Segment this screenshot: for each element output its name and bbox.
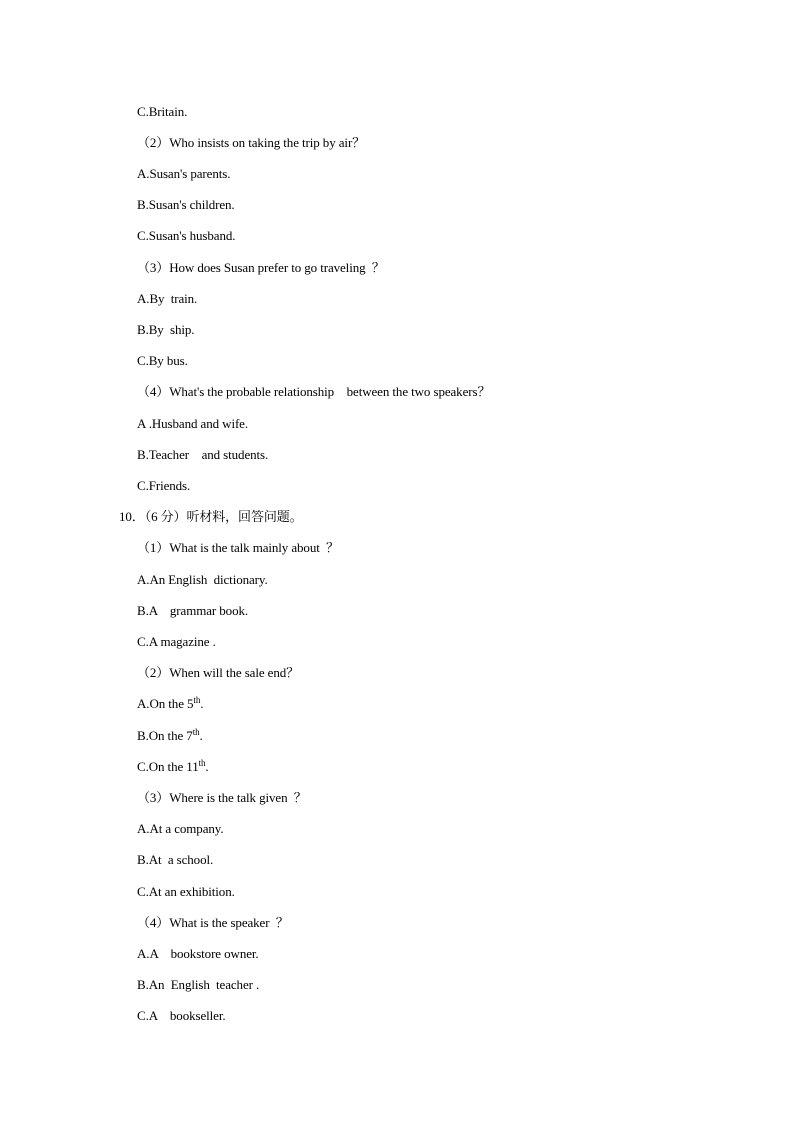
q10-sub3-option-b: B.At a school. <box>137 852 214 867</box>
q10-sub1-option-c: C.A magazine . <box>137 634 216 649</box>
prev-sub3-option-b: B.By ship. <box>137 322 195 337</box>
q10-sub3-option-c: C.At an exhibition. <box>137 884 235 899</box>
question-10-header: 10．（6 分）听材料，回答问题。 <box>119 509 303 524</box>
prev-sub3-option-c: C.By bus. <box>137 353 188 368</box>
q10-sub2-question: （2）When will the sale end？ <box>137 665 300 680</box>
q10-sub4-question: （4）What is the speaker ？ <box>137 915 289 930</box>
option-end: . <box>199 728 203 743</box>
q10-sub3-question: （3）Where is the talk given ？ <box>137 790 307 805</box>
option-text: B.On the 7 <box>137 728 193 743</box>
q10-sub2-option-a <box>137 696 203 712</box>
q10-sub1-option-a: A.An English dictionary. <box>137 572 268 587</box>
option-text: C.On the 11 <box>137 759 199 774</box>
q10-sub3-option-a: A.At a company. <box>137 821 224 836</box>
q10-sub1-option-b: B.A grammar book. <box>137 603 249 618</box>
option-end: . <box>200 696 204 711</box>
prev-sub2-option-b: B.Susan's children. <box>137 197 235 212</box>
prev-sub2-question: （2）Who insists on taking the trip by air？ <box>137 135 366 150</box>
q10-sub4-option-b: B.An English teacher . <box>137 977 260 992</box>
ordinal-suffix: th <box>192 727 200 737</box>
q10-sub2-option-c <box>137 759 209 775</box>
q10-sub4-option-a: A.A bookstore owner. <box>137 946 259 961</box>
ordinal-suffix: th <box>193 695 201 705</box>
prev-sub3-option-a: A.By train. <box>137 291 198 306</box>
prev-sub3-question: （3）How does Susan prefer to go traveling ？ <box>137 260 385 275</box>
option-text: A.On the 5 <box>137 696 194 711</box>
q10-sub4-option-c: C.A bookseller. <box>137 1008 226 1023</box>
option-end: . <box>205 759 209 774</box>
prev-option-c: C.Britain. <box>137 104 188 119</box>
ordinal-suffix: th <box>198 758 206 768</box>
prev-sub2-option-a: A.Susan's parents. <box>137 166 231 181</box>
prev-sub4-option-a: A .Husband and wife. <box>137 416 249 431</box>
prev-sub4-question: （4）What's the probable relationship between the two speakers？ <box>137 384 491 399</box>
prev-sub4-option-c: C.Friends. <box>137 478 191 493</box>
prev-sub2-option-c: C.Susan's husband. <box>137 228 236 243</box>
prev-sub4-option-b: B.Teacher and students. <box>137 447 269 462</box>
q10-sub2-option-b <box>137 728 203 744</box>
q10-sub1-question: （1）What is the talk mainly about ？ <box>137 540 339 555</box>
